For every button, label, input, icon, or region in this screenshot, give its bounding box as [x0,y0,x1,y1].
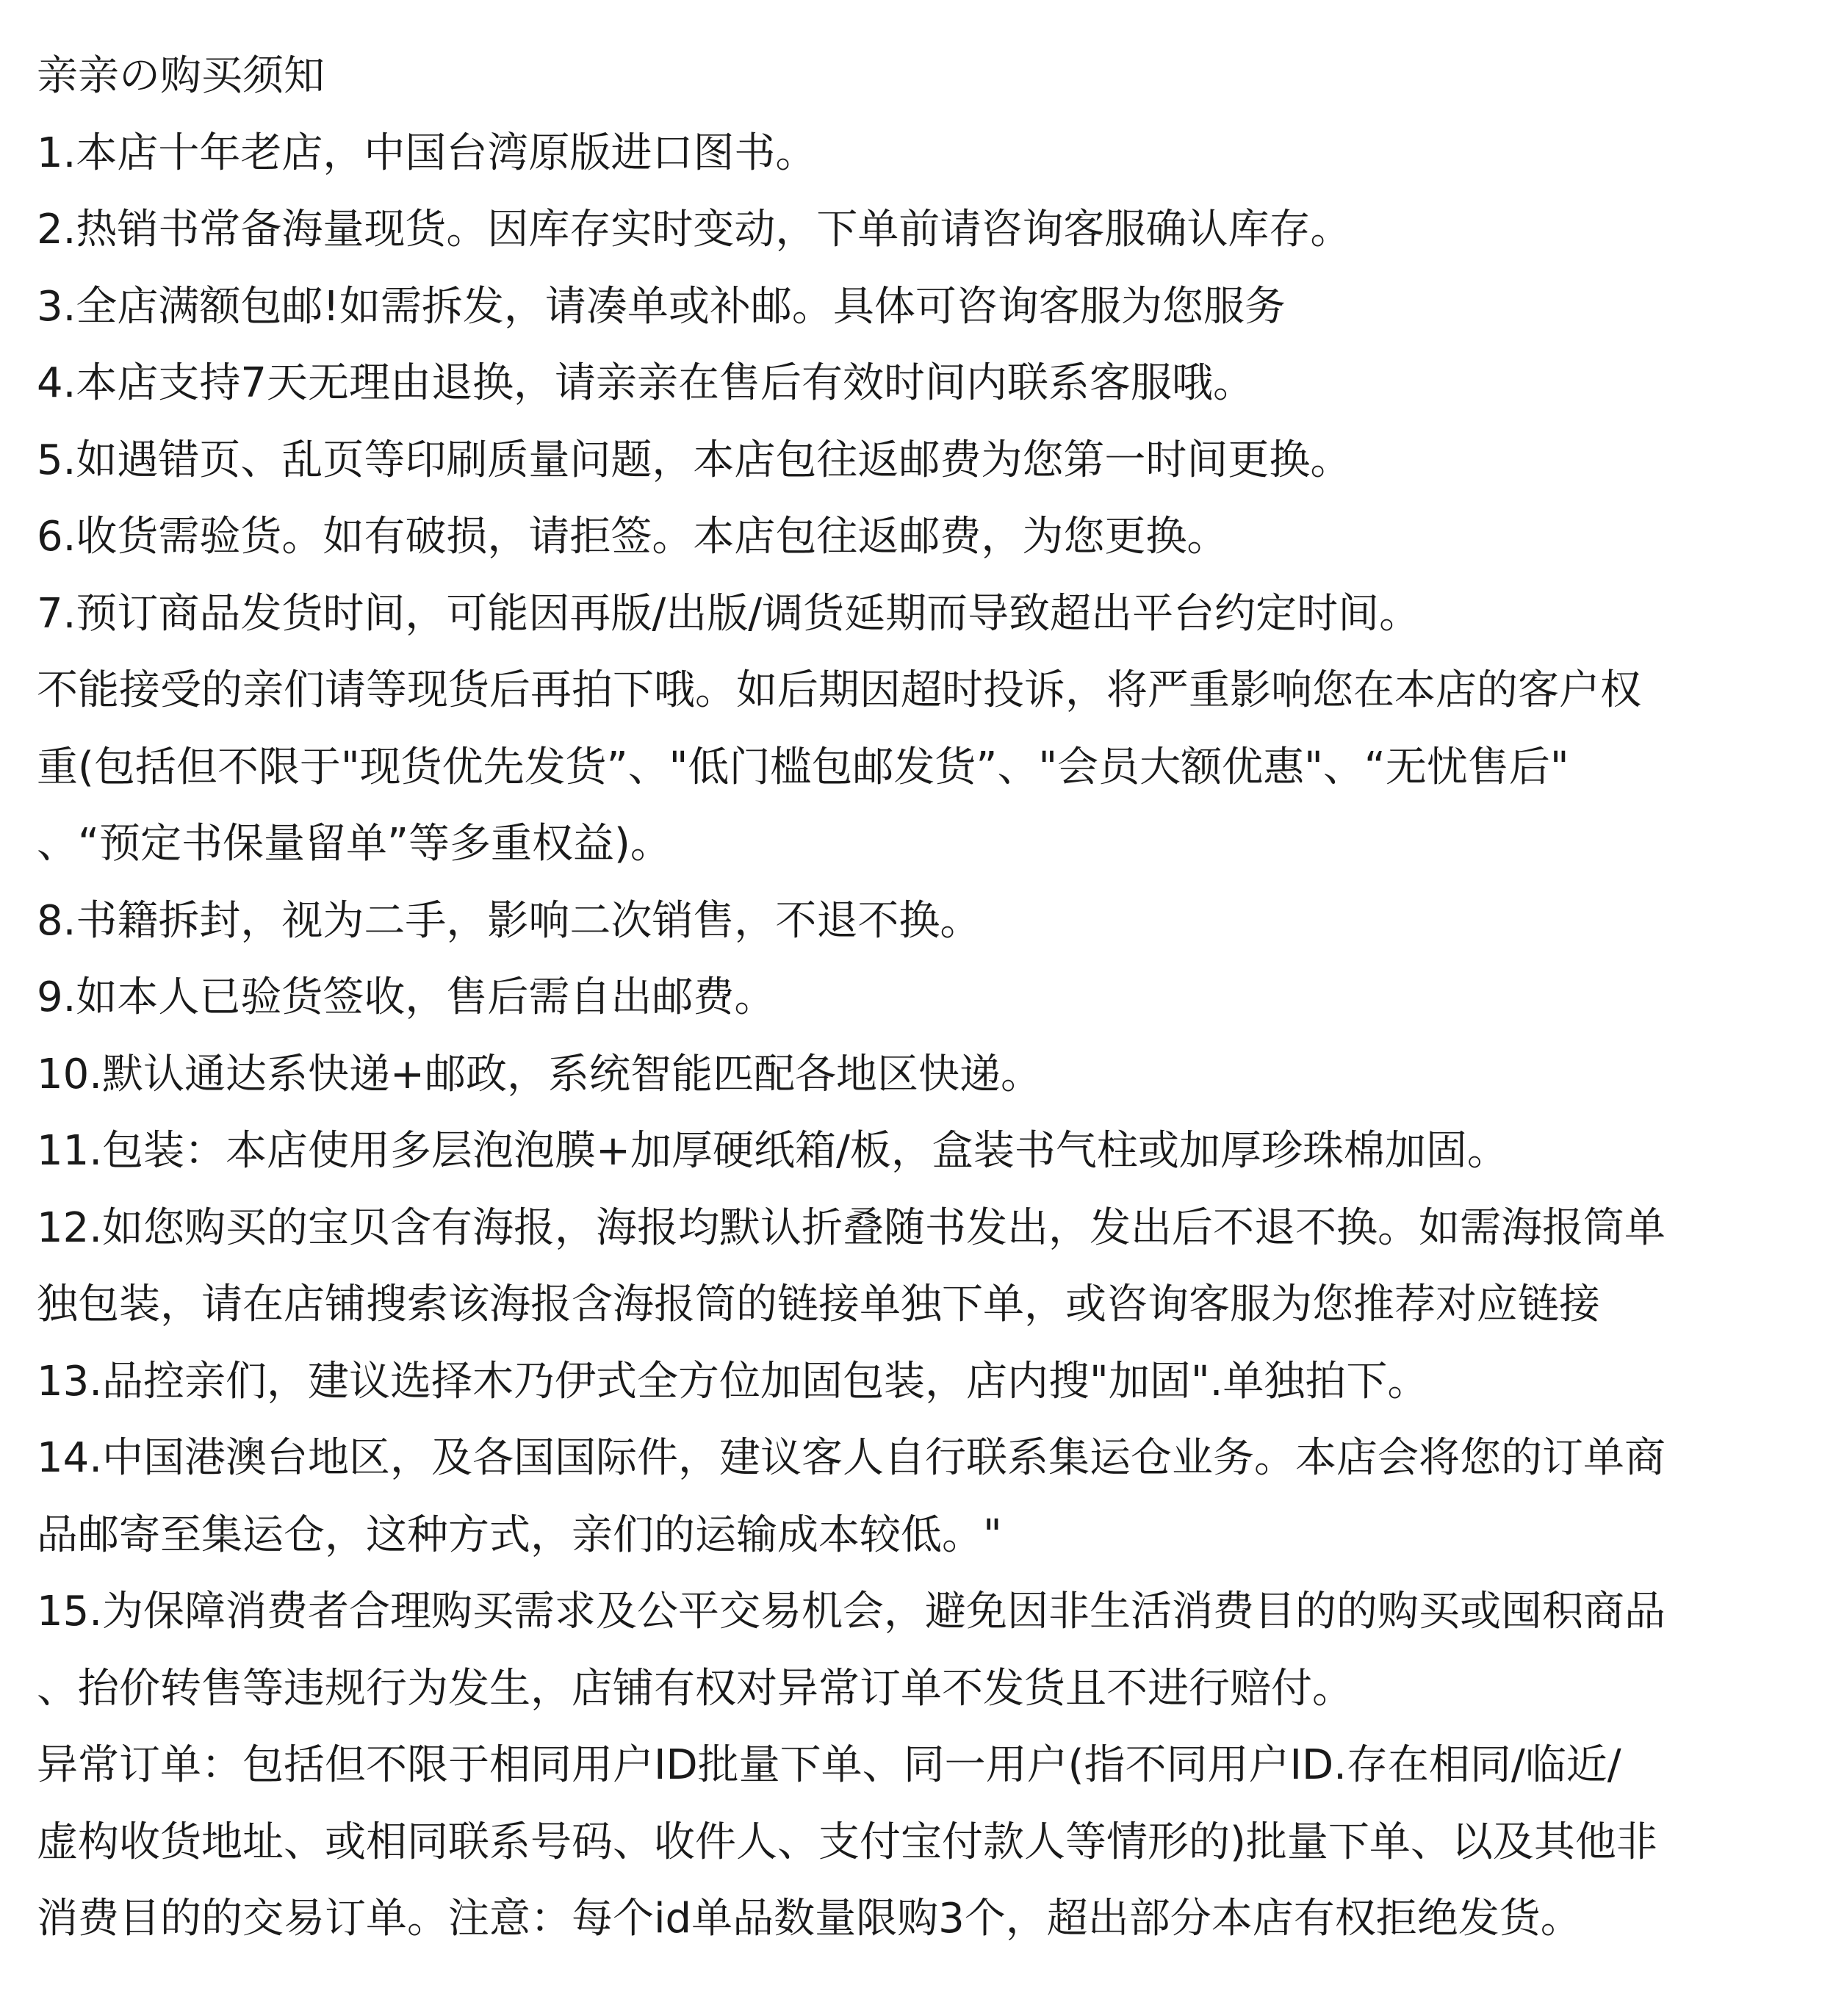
notice-title: 亲亲の购买须知 [37,52,325,100]
notice-line: 5.如遇错页、乱页等印刷质量问题，本店包往返邮费为您第一时间更换。 [37,436,1352,484]
notice-line: 14.中国港澳台地区，及各国国际件，建议客人自行联系集运仓业务。本店会将您的订单商 [37,1434,1666,1482]
notice-line: 重(包括但不限于"现货优先发货”、"低门槛包邮发货”、"会员大额优惠"、“无忧售后" [37,743,1569,791]
notice-line: 不能接受的亲们请等现货后再拍下哦。如后期因超时投诉，将严重影响您在本店的客户权 [37,666,1641,714]
purchase-notice [37,38,1800,1958]
notice-line: 13.品控亲们，建议选择木乃伊式全方位加固包装，店内搜"加固".单独拍下。 [37,1357,1429,1405]
notice-line: 消费目的的交易订单。注意：每个id单品数量限购3个，超出部分本店有权拒绝发货。 [37,1895,1582,1943]
notice-line: 10.默认通达系快递+邮政，系统智能匹配各地区快递。 [37,1050,1042,1098]
notice-line: 1.本店十年老店，中国台湾原版进口图书。 [37,129,817,177]
notice-line: 7.预订商品发货时间，可能因再版/出版/调货延期而导致超出平台约定时间。 [37,589,1421,638]
notice-line: 品邮寄至集运仓，这种方式，亲们的运输成本较低。" [37,1511,1002,1559]
notice-line: 异常订单：包括但不限于相同用户ID批量下单、同一用户(指不同用户ID.存在相同/临近/ [37,1741,1621,1789]
notice-line: 15.为保障消费者合理购买需求及公平交易机会，避免因非生活消费目的的购买或囤积商品 [37,1588,1666,1635]
notice-line: 3.全店满额包邮!如需拆发，请凑单或补邮。具体可咨询客服为您服务 [37,282,1286,331]
notice-line: 4.本店支持7天无理由退换，请亲亲在售后有效时间内联系客服哦。 [37,359,1255,407]
notice-line: 2.热销书常备海量现货。因库存实时变动，下单前请咨询客服确认库存。 [37,206,1352,253]
notice-line: 8.书籍拆封，视为二手，影响二次销售，不退不换。 [37,896,982,945]
notice-line: 虚构收货地址、或相同联系号码、收件人、支付宝付款人等情形的)批量下单、以及其他非 [37,1818,1657,1866]
notice-line: 11.包装：本店使用多层泡泡膜+加厚硬纸箱/板，盒装书气柱或加厚珍珠棉加固。 [37,1127,1508,1175]
notice-line: 、“预定书保量留单”等多重权益)。 [37,820,671,868]
notice-line: 独包装，请在店铺搜索该海报含海报筒的链接单独下单，或咨询客服为您推荐对应链接 [37,1281,1600,1328]
notice-line: 9.如本人已验货签收，售后需自出邮费。 [37,973,776,1021]
notice-line: 6.收货需验货。如有破损，请拒签。本店包往返邮费，为您更换。 [37,513,1228,561]
notice-line: 12.如您购买的宝贝含有海报，海报均默认折叠随书发出，发出后不退不换。如需海报筒单 [37,1203,1666,1252]
notice-line: 、抬价转售等违规行为发生，店铺有权对异常订单不发货且不进行赔付。 [37,1664,1353,1713]
